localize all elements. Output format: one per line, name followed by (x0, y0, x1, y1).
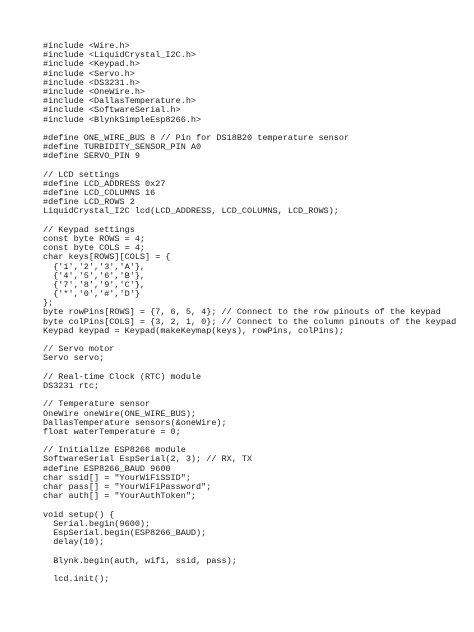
code-line: #define ONE_WIRE_BUS 8 // Pin for DS18B20 temperature sensor (43, 132, 350, 143)
code-line: LiquidCrystal_I2C lcd(LCD_ADDRESS, LCD_COLUMNS, LCD_ROWS); (43, 206, 339, 217)
code-line: SoftwareSerial EspSerial(2, 3); // RX, TX (43, 454, 253, 465)
code-line: #include <LiquidCrystal_I2C.h> (43, 50, 197, 61)
code-listing (43, 42, 456, 584)
code-line: {'*','0','#','D'} (43, 289, 140, 300)
code-line: Servo servo; (43, 353, 105, 364)
code-line: #include <Keypad.h> (43, 59, 140, 70)
code-line: DS3231 rtc; (43, 380, 100, 391)
code-line: char ssid[] = "YourWiFiSSID"; (43, 472, 191, 483)
code-line: #include <DS3231.h> (43, 77, 140, 88)
code-line: // Initialize ESP8266 module (43, 445, 186, 456)
code-line: #define ESP8266_BAUD 9600 (43, 463, 171, 474)
code-line: OneWire oneWire(ONE_WIRE_BUS); (43, 408, 197, 419)
code-line: float waterTemperature = 0; (43, 426, 181, 437)
code-line: EspSerial.begin(ESP8266_BAUD); (43, 527, 207, 538)
code-line: const byte ROWS = 4; (43, 233, 146, 244)
code-line: #include <SoftwareSerial.h> (43, 105, 181, 116)
code-line: DallasTemperature sensors(&oneWire); (43, 417, 227, 428)
code-line: char pass[] = "YourWiFiPassword"; (43, 482, 212, 492)
code-line: #include <DallasTemperature.h> (43, 96, 197, 107)
code-line: #define LCD_ADDRESS 0x27 (43, 178, 166, 189)
code-line: byte rowPins[ROWS] = {7, 6, 5, 4}; // Connect to the row pinouts of the keypad (43, 307, 441, 318)
code-line: #include <BlynkSimpleEsp8266.h> (43, 114, 202, 125)
code-line: delay(10); (43, 537, 105, 548)
code-line: // Temperature sensor (43, 399, 151, 410)
code-line: Serial.begin(9600); (43, 518, 151, 529)
code-line: // LCD settings (43, 169, 120, 180)
code-line: lcd.init(); (43, 573, 110, 584)
code-line: // Servo motor (43, 344, 115, 355)
code-line: #include <Wire.h> (43, 41, 130, 51)
code-line: Keypad keypad = Keypad(makeKeymap(keys), rowPins, colPins); (43, 325, 344, 336)
code-line: char auth[] = "YourAuthToken"; (43, 491, 197, 502)
code-line: #include <OneWire.h> (43, 86, 146, 97)
code-line: void setup() { (43, 509, 115, 520)
code-line: #include <Servo.h> (43, 68, 135, 79)
code-line: #define TURBIDITY_SENSOR_PIN A0 (43, 142, 202, 153)
code-line: // Keypad settings (43, 224, 135, 235)
code-line: {'7','8','9','C'}, (43, 279, 146, 290)
code-line: const byte COLS = 4; (43, 243, 146, 254)
code-line: #define LCD_ROWS 2 (43, 197, 135, 208)
code-line: // Real-time Clock (RTC) module (43, 371, 202, 382)
code-line: byte colPins[COLS] = {3, 2, 1, 0}; // Connect to the column pinouts of the keypad (43, 316, 457, 327)
code-line: Blynk.begin(auth, wifi, ssid, pass); (43, 555, 237, 566)
code-line: #define SERVO_PIN 9 (43, 151, 140, 162)
code-line: {'1','2','3','A'}, (43, 261, 146, 272)
code-line: #define LCD_COLUMNS 16 (43, 188, 156, 198)
code-line: char keys[ROWS][COLS] = { (43, 252, 171, 263)
code-line: {'4','5','6','B'}, (43, 270, 146, 281)
code-line: }; (43, 298, 54, 309)
